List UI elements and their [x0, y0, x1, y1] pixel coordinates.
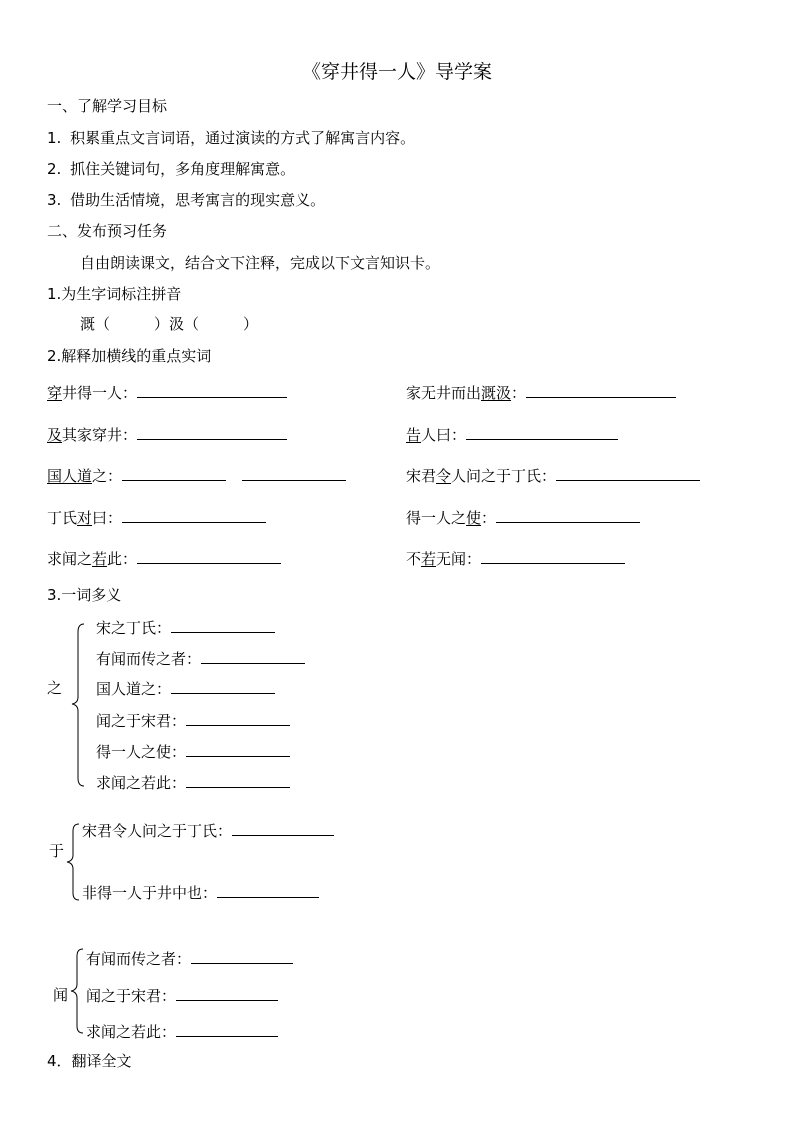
pinyin-word-1: 溉（: [80, 315, 111, 333]
answer-blank[interactable]: [481, 549, 625, 564]
polysemy-sentence: 求闻之若此：: [86, 1023, 177, 1041]
polysemy-item: [86, 1022, 278, 1041]
polysemy-sentence: 宋君令人问之于丁氏：: [82, 822, 233, 840]
answer-blank[interactable]: [176, 986, 278, 1001]
pinyin-word-2: ）汲（: [154, 315, 200, 333]
polysemy-char-wen: 闻: [53, 986, 69, 1004]
task-intro: 自由朗读课文，结合文下注释，完成以下文言知识卡。: [80, 254, 441, 272]
explain-prefix: 宋君: [406, 467, 437, 485]
explain-suffix: 无闻：: [436, 550, 482, 568]
explain-heading: 2.解释加横线的重点实词: [47, 347, 212, 365]
pinyin-row: [80, 315, 258, 333]
explain-item: [47, 383, 287, 402]
explain-suffix: 其家穿井：: [62, 426, 138, 444]
polysemy-item: [96, 618, 275, 637]
goal-item-2: [47, 160, 295, 178]
key-word: 使: [466, 509, 482, 527]
polysemy-sentence: 国人道之：: [96, 680, 172, 698]
explain-item: [406, 425, 618, 444]
answer-blank[interactable]: [171, 618, 275, 633]
explain-prefix: 家无井而出: [406, 384, 482, 402]
goal-text: 抓住关键词句，多角度理解寓意。: [70, 160, 296, 178]
explain-suffix: 人曰：: [421, 426, 467, 444]
explain-item: [47, 508, 266, 527]
polysemy-sentence: 闻之于宋君：: [86, 987, 177, 1005]
polysemy-item: [96, 742, 290, 761]
answer-blank[interactable]: [186, 773, 290, 788]
polysemy-sentence: 求闻之若此：: [96, 774, 187, 792]
answer-blank[interactable]: [496, 508, 640, 523]
polysemy-item: [86, 986, 278, 1005]
answer-blank[interactable]: [186, 742, 290, 757]
explain-item: [47, 466, 346, 485]
key-word: 国人: [47, 467, 78, 485]
explain-suffix: ：: [511, 384, 527, 402]
key-word: 穿: [47, 384, 63, 402]
polysemy-item: [96, 711, 290, 730]
explain-suffix: 人问之于丁氏：: [451, 467, 557, 485]
explain-suffix: 之：: [92, 467, 123, 485]
polysemy-item: [96, 679, 275, 698]
answer-blank[interactable]: [466, 425, 618, 440]
answer-blank[interactable]: [137, 425, 287, 440]
goal-number: 1.: [47, 129, 62, 147]
explain-item: [406, 549, 625, 568]
page-title: 《穿井得一人》导学案: [301, 61, 492, 83]
key-word: 溉汲: [481, 384, 512, 402]
explain-prefix: 不: [406, 550, 422, 568]
polysemy-char-zhi: 之: [47, 679, 63, 697]
key-word: 对: [77, 509, 93, 527]
explain-suffix: 井得一人：: [62, 384, 138, 402]
goal-item-3: [47, 191, 325, 209]
polysemy-sentence: 有闻而传之者：: [96, 650, 202, 668]
section-1-heading: 一、了解学习目标: [47, 97, 168, 115]
answer-blank[interactable]: [242, 466, 346, 481]
next-section-heading: 4．翻译全文: [47, 1052, 132, 1070]
answer-blank[interactable]: [176, 1022, 278, 1037]
answer-blank[interactable]: [217, 883, 319, 898]
answer-blank[interactable]: [556, 466, 700, 481]
explain-item: [406, 508, 640, 527]
polysemy-char-yu: 于: [49, 842, 65, 860]
key-word: 若: [421, 550, 437, 568]
polysemy-item: [96, 649, 305, 668]
goal-text: 借助生活情境，思考寓言的现实意义。: [70, 191, 326, 209]
polysemy-sentence: 闻之于宋君：: [96, 712, 187, 730]
answer-blank[interactable]: [122, 508, 266, 523]
polysemy-item: [96, 773, 290, 792]
answer-blank[interactable]: [171, 679, 275, 694]
polysemy-item: [82, 821, 334, 840]
polysemy-heading: 3.一词多义: [47, 586, 122, 604]
goal-item-1: [47, 129, 415, 147]
key-word: 及: [47, 426, 63, 444]
explain-suffix: 曰：: [92, 509, 123, 527]
answer-blank[interactable]: [526, 383, 676, 398]
goal-number: 3.: [47, 191, 62, 209]
polysemy-sentence: 有闻而传之者：: [86, 950, 192, 968]
answer-blank[interactable]: [201, 649, 305, 664]
explain-prefix: 丁氏: [47, 509, 78, 527]
polysemy-sentence: 非得一人于井中也：: [82, 884, 218, 902]
explain-item: [47, 549, 281, 568]
explain-prefix: 求闻之: [47, 550, 93, 568]
explain-item: [47, 425, 287, 444]
pinyin-close: ）: [243, 315, 259, 333]
answer-blank[interactable]: [122, 466, 226, 481]
key-word: 告: [406, 426, 422, 444]
explain-item: [406, 466, 700, 485]
polysemy-sentence: 宋之丁氏：: [96, 619, 172, 637]
brace-yu: [66, 823, 80, 901]
key-word: 道: [77, 467, 93, 485]
pinyin-heading: 1.为生字词标注拼音: [47, 285, 182, 303]
answer-blank[interactable]: [191, 949, 293, 964]
explain-prefix: 得一人之: [406, 509, 467, 527]
answer-blank[interactable]: [137, 549, 281, 564]
polysemy-item: [82, 883, 319, 902]
explain-suffix: 此：: [107, 550, 138, 568]
answer-blank[interactable]: [186, 711, 290, 726]
explain-suffix: ：: [481, 509, 497, 527]
key-word: 令: [436, 467, 452, 485]
goal-text: 积累重点文言词语，通过演读的方式了解寓言内容。: [70, 129, 416, 147]
brace-wen: [70, 948, 84, 1034]
polysemy-item: [86, 949, 293, 968]
key-word: 若: [92, 550, 108, 568]
answer-blank[interactable]: [232, 821, 334, 836]
next-section-heading-clipped: [47, 1052, 132, 1070]
explain-item: [406, 383, 676, 402]
goal-number: 2.: [47, 160, 62, 178]
polysemy-sentence: 得一人之使：: [96, 743, 187, 761]
section-2-heading: 二、发布预习任务: [47, 222, 168, 240]
answer-blank[interactable]: [137, 383, 287, 398]
brace-zhi: [71, 623, 85, 787]
